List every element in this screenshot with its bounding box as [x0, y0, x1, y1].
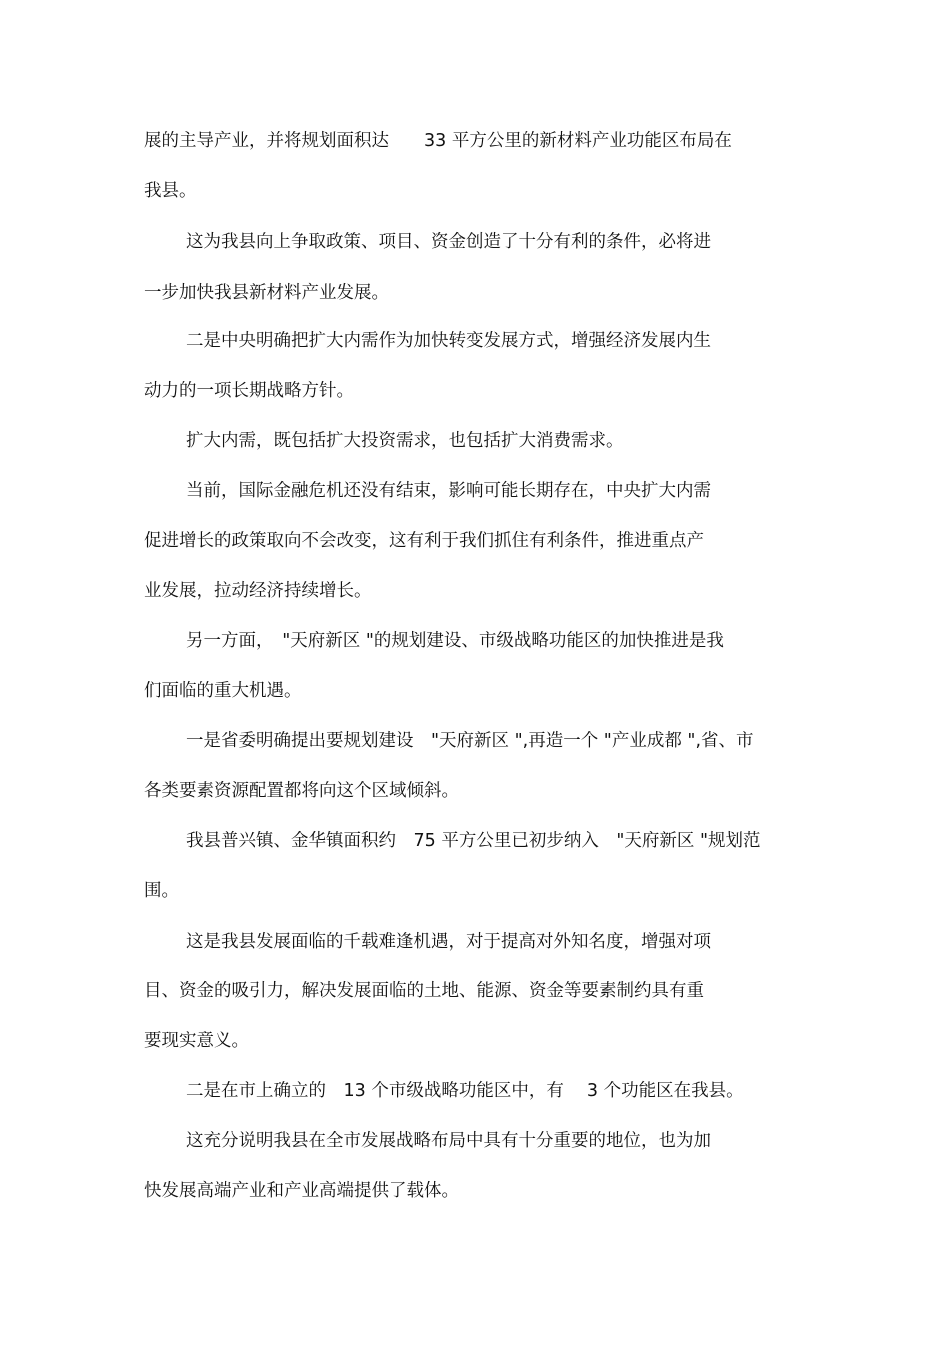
text-line: 另一方面， "天府新区 "的规划建设、市级战略功能区的加快推进是我 [186, 631, 724, 651]
text-line: 一步加快我县新材料产业发展。 [144, 283, 389, 303]
text-line: 这是我县发展面临的千载难逢机遇，对于提高对外知名度，增强对项 [186, 932, 711, 952]
text-line: 动力的一项长期战略方针。 [144, 381, 354, 401]
text-line: 展的主导产业，并将规划面积达 33 平方公里的新材料产业功能区布局在 [144, 131, 732, 151]
text-line: 这为我县向上争取政策、项目、资金创造了十分有利的条件，必将进 [186, 232, 711, 252]
text-line: 这充分说明我县在全市发展战略布局中具有十分重要的地位，也为加 [186, 1131, 711, 1151]
text-line: 扩大内需，既包括扩大投资需求，也包括扩大消费需求。 [186, 431, 624, 451]
text-line: 快发展高端产业和产业高端提供了载体。 [144, 1181, 459, 1201]
text-line: 各类要素资源配置都将向这个区域倾斜。 [144, 781, 459, 801]
text-line: 一是省委明确提出要规划建设 "天府新区 ",再造一个 "产业成都 ",省、市 [186, 731, 754, 751]
text-line: 业发展，拉动经济持续增长。 [144, 581, 372, 601]
text-line: 我县。 [144, 181, 197, 201]
text-line: 促进增长的政策取向不会改变，这有利于我们抓住有利条件，推进重点产 [144, 531, 704, 551]
text-line: 们面临的重大机遇。 [144, 681, 302, 701]
text-line: 二是在市上确立的 13 个市级战略功能区中，有 3 个功能区在我县。 [186, 1081, 744, 1101]
text-line: 当前，国际金融危机还没有结束，影响可能长期存在，中央扩大内需 [186, 481, 711, 501]
text-line: 我县普兴镇、金华镇面积约 75 平方公里已初步纳入 "天府新区 "规划范 [186, 831, 761, 851]
text-line: 目、资金的吸引力，解决发展面临的土地、能源、资金等要素制约具有重 [144, 981, 704, 1001]
text-line: 二是中央明确把扩大内需作为加快转变发展方式，增强经济发展内生 [186, 331, 711, 351]
text-line: 围。 [144, 881, 179, 901]
text-line: 要现实意义。 [144, 1031, 249, 1051]
